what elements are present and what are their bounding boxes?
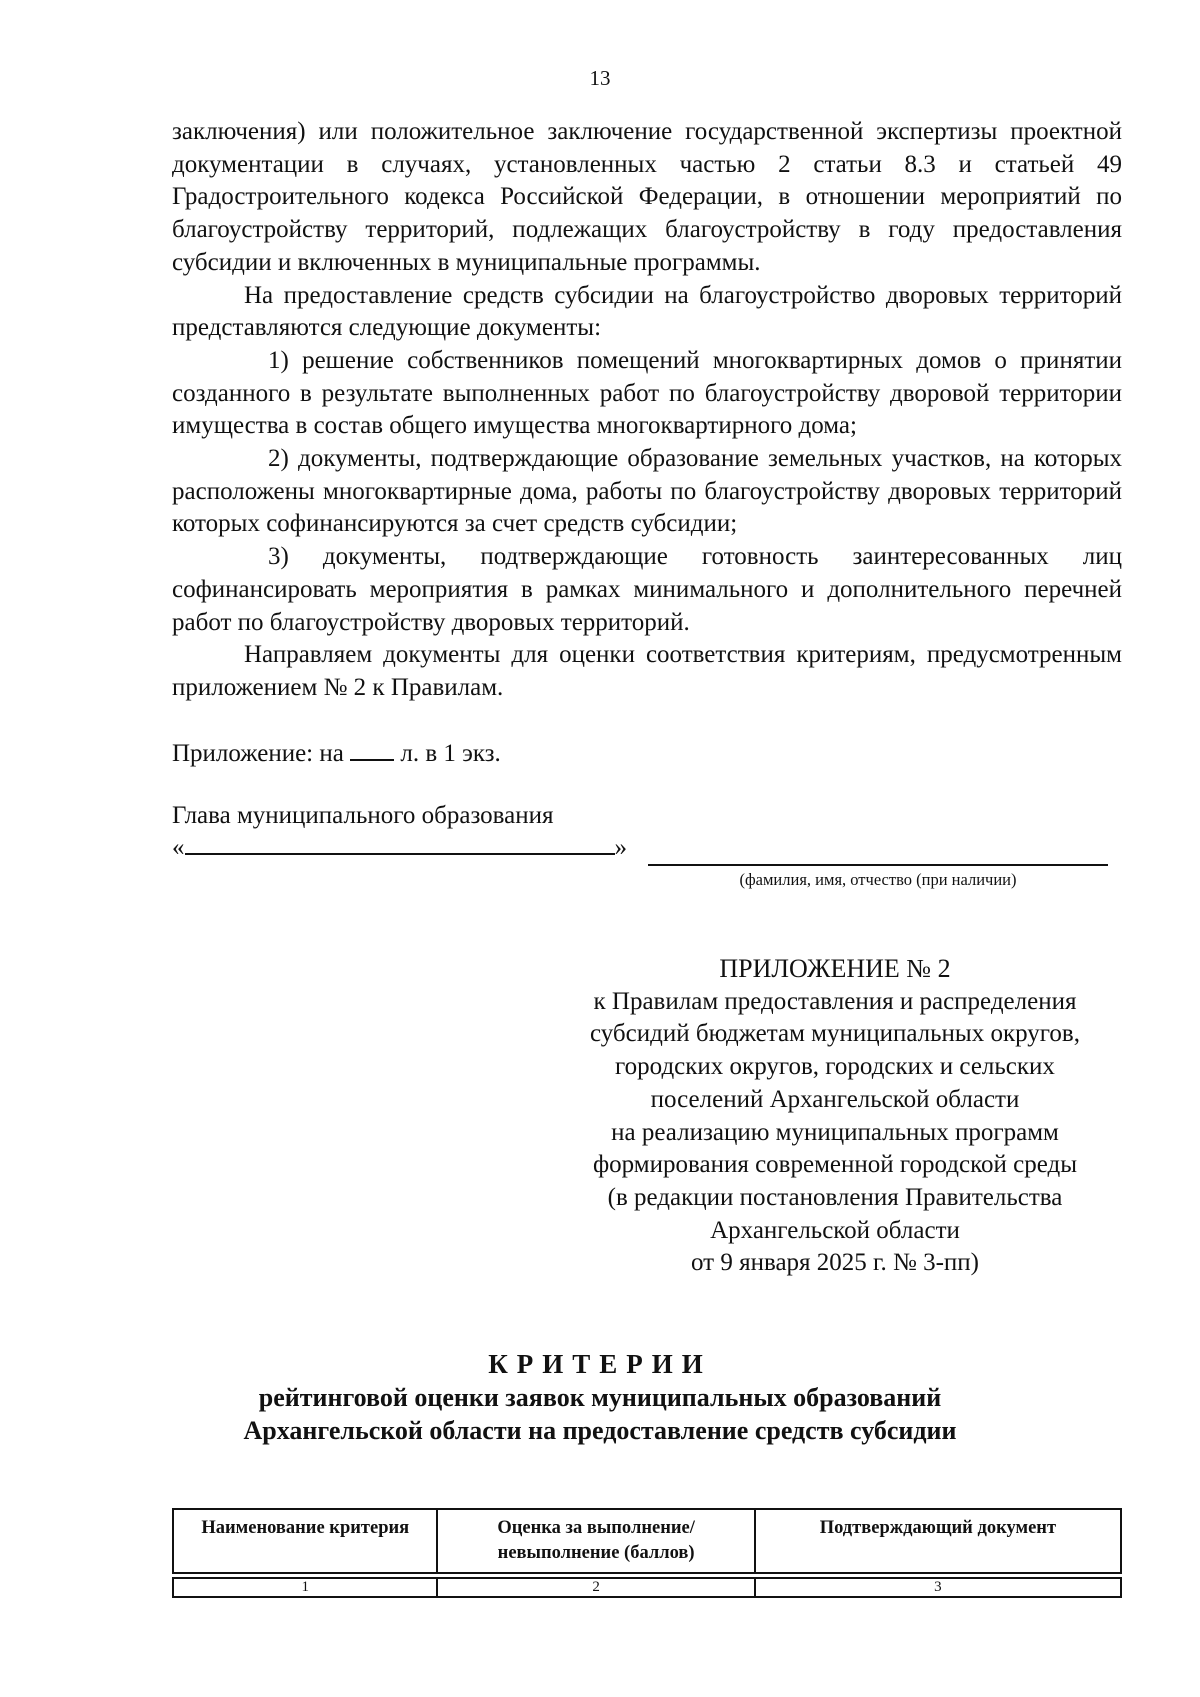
quote-close: » (614, 834, 627, 861)
header-supporting-document: Подтверждающий документ (755, 1509, 1121, 1573)
column-number-2: 2 (437, 1578, 754, 1597)
annex-line: субсидий бюджетам муниципальных округов, (590, 1020, 1080, 1048)
signature-title: Глава муниципального образования (172, 802, 554, 829)
annex-line: поселений Архангельской области (650, 1085, 1020, 1113)
paragraph-expertise: заключения) или положительное заключение государственной экспертизы проектной документации в случаях, установленных частью 2 статьи 8.3 и статьей 49 Градостроительного кодекса Российской Федерации, в отношении мероприятий по благоустройству территорий, подлежащих благоустройству в году предоставления субсидии и включенных в муниципальные программы. (172, 118, 1122, 276)
paragraph-item-1: 1) решение собственников помещений многоквартирных домов о принятии созданного в результате выполненных работ по благоустройству дворовой территории имущества в состав общего имущества многоквартирного дома; (172, 346, 1122, 440)
attachment-line (172, 735, 501, 770)
paragraph-item-3: 3) документы, подтверждающие готовность заинтересованных лиц софинансировать мероприятия в рамках минимального и дополнительного перечней работ по благоустройству дворовых территорий. (172, 543, 1122, 636)
annex-line: к Правилам предоставления и распределения (593, 987, 1077, 1015)
criteria-subtitle-line: Архангельской области на предоставление средств субсидии (243, 1416, 957, 1445)
paragraph-item-2: 2) документы, подтверждающие образование земельных участков, на которых расположены многоквартирные дома, работы по благоустройству дворовых территорий которых софинансируются за счет средств субсидии; (172, 445, 1122, 538)
paragraph-documents-intro: На предоставление средств субсидии на благоустройство дворовых территорий представляются следующие документы: (172, 281, 1122, 342)
paragraph-sending: Направляем документы для оценки соответствия критериям, предусмотренным приложением № 2 к Правилам. (172, 641, 1122, 701)
signature-line (648, 864, 1108, 866)
column-number-3: 3 (755, 1578, 1121, 1597)
page-number: 13 (589, 66, 611, 90)
attachment-pages-blank (350, 735, 394, 761)
municipality-name-line (172, 832, 627, 864)
annex-line: Архангельской области (710, 1216, 960, 1244)
annex-line: городских округов, городских и сельских (615, 1053, 1055, 1081)
annex-title: ПРИЛОЖЕНИЕ № 2 (719, 954, 951, 983)
municipality-name-blank (185, 833, 615, 855)
attachment-suffix: л. в 1 экз. (400, 740, 501, 767)
annex-line: (в редакции постановления Правительства (607, 1183, 1063, 1211)
annex-line: от 9 января 2025 г. № 3-пп) (691, 1249, 979, 1277)
table-header-row (173, 1509, 1121, 1573)
quote-open: « (172, 834, 185, 861)
column-number-1: 1 (173, 1578, 437, 1597)
annex-line: формирования современной городской среды (592, 1151, 1077, 1179)
table-number-row (173, 1578, 1121, 1597)
annex-line: на реализацию муниципальных программ (611, 1118, 1059, 1146)
signature-caption: (фамилия, имя, отчество (при наличии) (739, 870, 1017, 889)
annex-block (550, 953, 1120, 1280)
criteria-title: КРИТЕРИИ (488, 1349, 712, 1379)
criteria-heading (0, 1348, 1200, 1447)
header-criterion-name: Наименование критерия (173, 1509, 437, 1573)
criteria-subtitle-line: рейтинговой оценки заявок муниципальных образований (258, 1383, 942, 1412)
body-text (172, 116, 1122, 705)
attachment-prefix: Приложение: на (172, 740, 344, 767)
header-score: Оценка за выполнение/ невыполнение (баллов) (437, 1509, 754, 1573)
criteria-table (172, 1508, 1122, 1598)
